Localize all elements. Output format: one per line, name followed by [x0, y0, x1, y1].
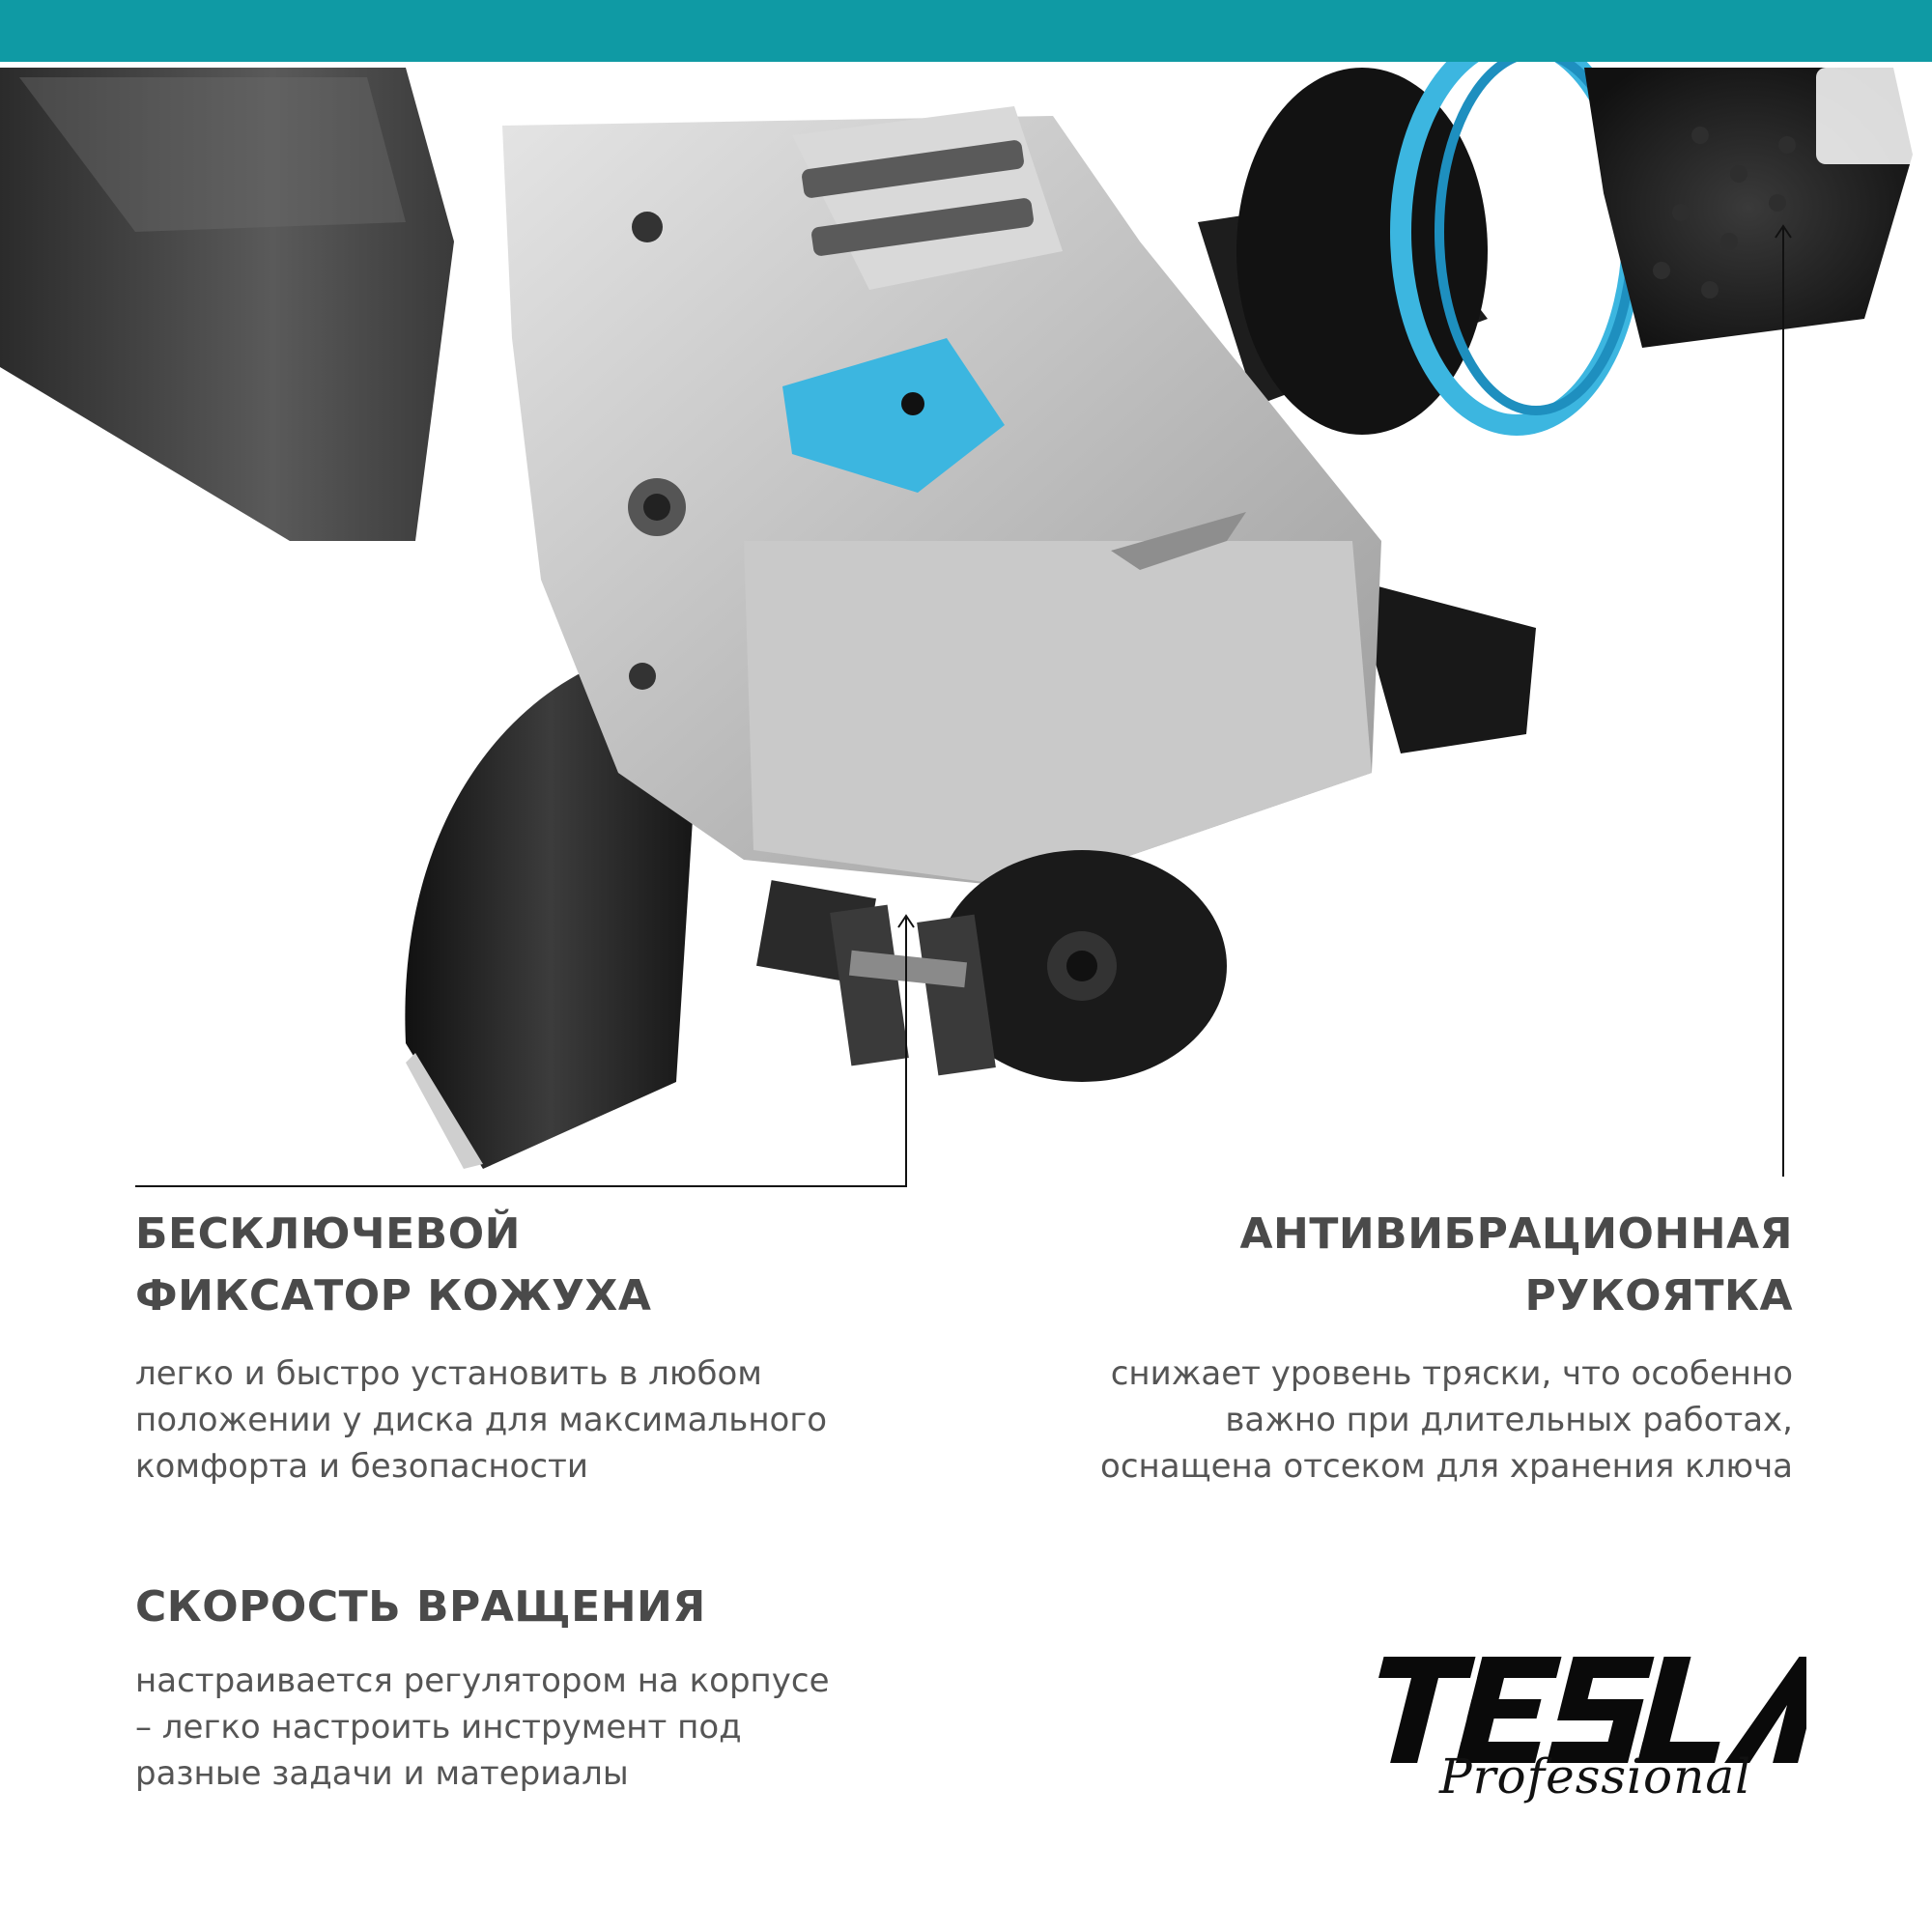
guard-lock-title-line2: ФИКСАТОР КОЖУХА [135, 1271, 652, 1321]
guard-lock-title-line1: БЕСКЛЮЧЕВОЙ [135, 1209, 521, 1259]
guard-lock-desc-line3: комфорта и безопасности [135, 1447, 588, 1486]
top-brand-band [0, 0, 1932, 62]
guard-lock-title [135, 1204, 651, 1327]
speed-desc-line3: разные задачи и материалы [135, 1754, 629, 1793]
handle-desc-line2: важно при длительных работах, [1225, 1401, 1793, 1439]
handle-title [1239, 1204, 1793, 1327]
handle-title-line1: АНТИВИБРАЦИОННАЯ [1239, 1209, 1793, 1259]
handle-desc-line3: оснащена отсеком для хранения ключа [1100, 1447, 1793, 1486]
guard-lock-desc-line2: положении у диска для максимального [135, 1401, 828, 1439]
angle-grinder-photo [0, 62, 1932, 1173]
handle-desc-line1: снижает уровень тряски, что особенно [1110, 1354, 1793, 1393]
guard-lock-desc-line1: легко и быстро установить в любом [135, 1354, 762, 1393]
handle-description [1100, 1350, 1793, 1490]
logo-tagline: Professional [1439, 1748, 1752, 1804]
handle-title-line2: РУКОЯТКА [1524, 1271, 1793, 1321]
speed-desc-line1: настраивается регулятором на корпусе [135, 1662, 830, 1700]
speed-title-line: СКОРОСТЬ ВРАЩЕНИЯ [135, 1582, 706, 1632]
speed-description [135, 1658, 830, 1797]
speed-desc-line2: – легко настроить инструмент под [135, 1708, 742, 1747]
speed-title [135, 1577, 706, 1638]
guard-lock-description [135, 1350, 827, 1490]
